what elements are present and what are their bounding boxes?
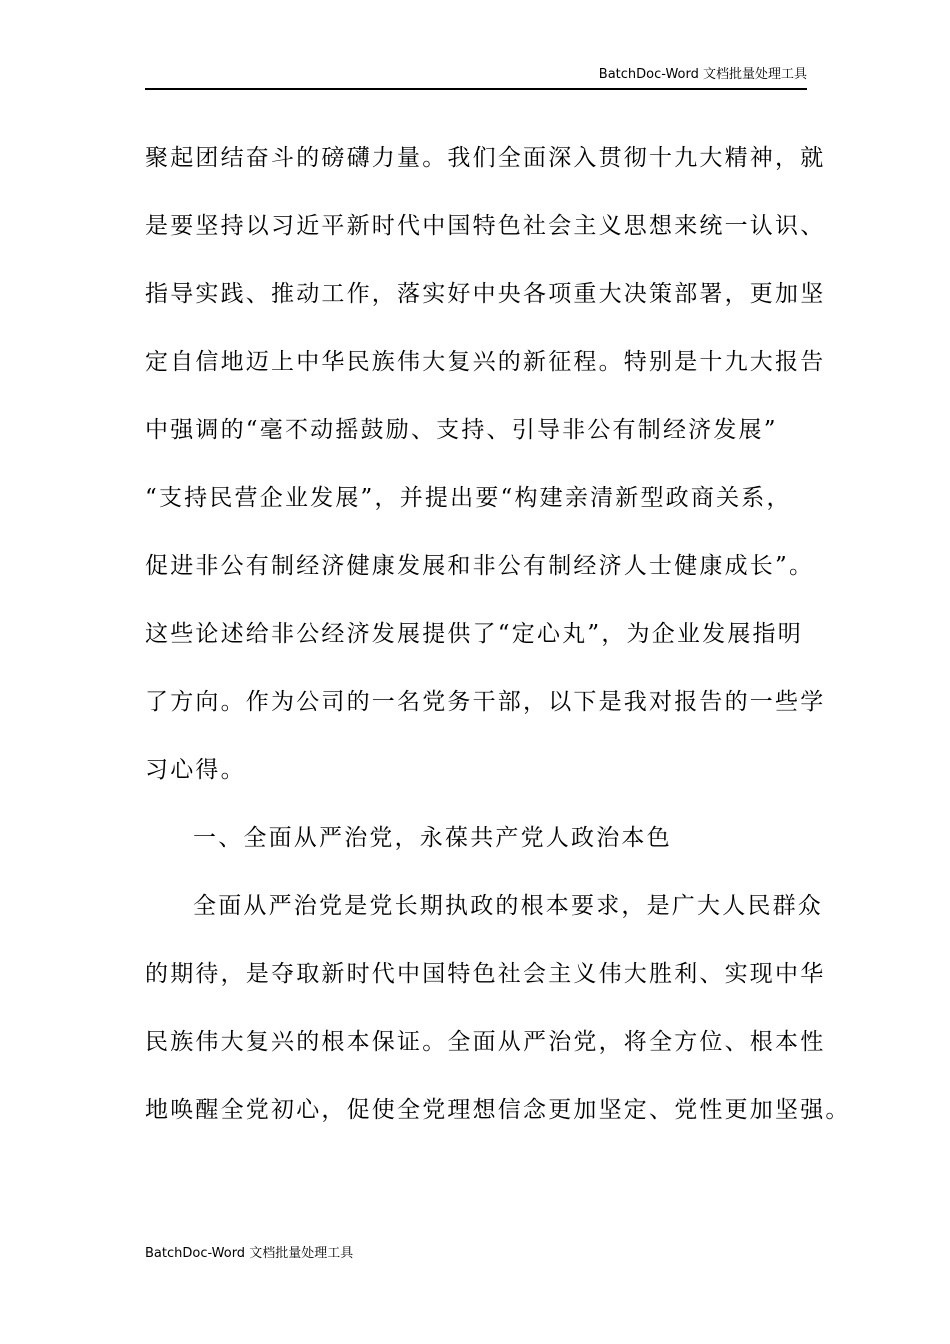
paragraph-line: 全面从严治党是党长期执政的根本要求，是广大人民群众 (193, 893, 823, 919)
paragraph-line: 这些论述给非公经济发展提供了“定心丸”，为企业发展指明 (145, 621, 803, 647)
section-heading: 一、全面从严治党，永葆共产党人政治本色 (193, 825, 672, 851)
paragraph-line: 聚起团结奋斗的磅礴力量。我们全面深入贯彻十九大精神，就 (145, 145, 826, 171)
paragraph-line: “支持民营企业发展”，并提出要“构建亲清新型政商关系， (145, 485, 792, 511)
page-footer: BatchDoc-Word 文档批量处理工具 (145, 1246, 354, 1261)
paragraph-line: 指导实践、推动工作，落实好中央各项重大决策部署，更加坚 (145, 281, 826, 307)
paragraph-line: 地唤醒全党初心，促使全党理想信念更加坚定、党性更加坚强。 (145, 1097, 851, 1123)
paragraph-line: 中强调的“毫不动摇鼓励、支持、引导非公有制经济发展” (145, 417, 778, 443)
page-header (145, 66, 807, 90)
header-text: BatchDoc-Word 文档批量处理工具 (598, 67, 807, 82)
paragraph-line: 习心得。 (145, 757, 246, 783)
paragraph-line: 民族伟大复兴的根本保证。全面从严治党，将全方位、根本性 (145, 1029, 826, 1055)
paragraph-line: 是要坚持以习近平新时代中国特色社会主义思想来统一认识、 (145, 213, 826, 239)
paragraph-line: 促进非公有制经济健康发展和非公有制经济人士健康成长”。 (145, 553, 815, 579)
paragraph-line: 定自信地迈上中华民族伟大复兴的新征程。特别是十九大报告 (145, 349, 826, 375)
document-body (145, 124, 851, 1144)
paragraph-line: 了方向。作为公司的一名党务干部，以下是我对报告的一些学 (145, 689, 826, 715)
paragraph-line: 的期待，是夺取新时代中国特色社会主义伟大胜利、实现中华 (145, 961, 826, 987)
